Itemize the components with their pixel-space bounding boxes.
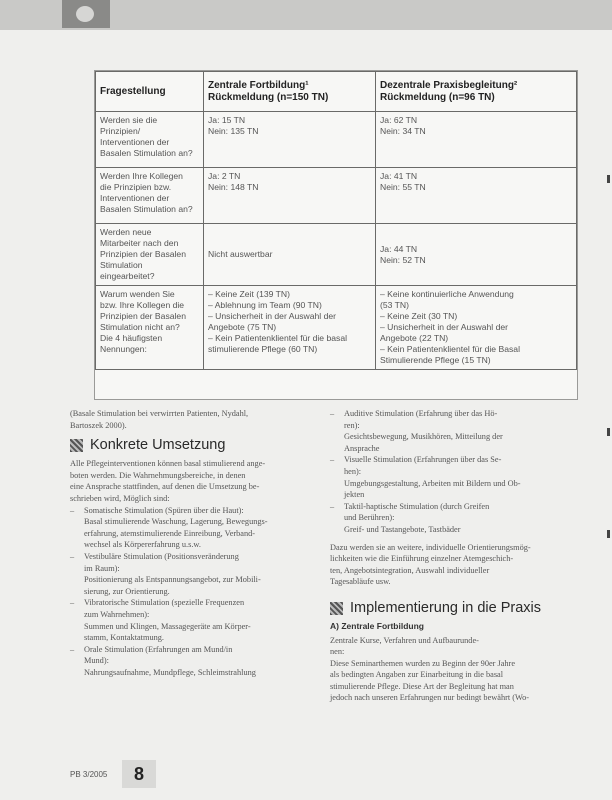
table-row bbox=[96, 168, 577, 224]
logo-icon bbox=[62, 0, 110, 28]
list-item-detail bbox=[70, 621, 310, 644]
text-line: Nahrungsaufnahme, Mundpflege, Schleimstrahlung bbox=[84, 667, 256, 677]
list-item-detail bbox=[330, 524, 570, 536]
text-line: Prinzipien der Basalen bbox=[100, 249, 186, 259]
question-cell bbox=[96, 224, 204, 286]
table-row bbox=[96, 112, 577, 168]
list-item bbox=[70, 644, 310, 667]
text-line: Alle Pflegeinterventionen können basal stimulierend ange- bbox=[70, 459, 266, 469]
header-question: Fragestellung bbox=[96, 72, 204, 112]
text-line: Stimulierende Pflege (15 TN) bbox=[380, 355, 491, 365]
section-heading: Konkrete Umsetzung bbox=[70, 439, 310, 452]
section-heading: Implementierung in die Praxis bbox=[330, 602, 570, 615]
list-item bbox=[70, 597, 310, 620]
text-line: bzw. Ihre Kollegen die bbox=[100, 300, 185, 310]
text-line: Gesichtsbewegung, Musikhören, Mitteilung der bbox=[344, 432, 503, 442]
text-line: Prinzipien/ bbox=[100, 126, 141, 136]
text-line: Nein: 55 TN bbox=[380, 182, 426, 192]
central-cell bbox=[204, 224, 376, 286]
text-line: stamm, Kontaktatmung. bbox=[84, 633, 164, 643]
paragraph bbox=[330, 542, 570, 588]
text-line: – Vestibuläre Stimulation (Positionsveränderung bbox=[84, 551, 239, 561]
text-line: – Keine Zeit (30 TN) bbox=[380, 311, 458, 321]
text-line: wechsel als Körpererfahrung u.s.w. bbox=[84, 540, 201, 550]
text-line: Nein: 34 TN bbox=[380, 126, 426, 136]
list-item-detail bbox=[70, 574, 310, 597]
central-cell bbox=[204, 286, 376, 370]
text-line: Nennungen: bbox=[100, 344, 147, 354]
text-line: Stimulation bbox=[100, 260, 143, 270]
text-line: Tagesabläufe usw. bbox=[330, 577, 391, 587]
page-edge-mark bbox=[607, 428, 610, 436]
text-line: Interventionen der bbox=[100, 137, 170, 147]
list-item-detail bbox=[70, 667, 310, 679]
text-line: Mitarbeiter nach den bbox=[100, 238, 179, 248]
text-line: Ja: 2 TN bbox=[208, 171, 241, 181]
list-item bbox=[330, 408, 570, 431]
decentral-cell bbox=[376, 286, 577, 370]
text-line: Dazu werden sie an weitere, individuelle Orientierungsmög- bbox=[330, 542, 531, 552]
text-line: – Kein Patientenklientel für die Basal bbox=[380, 344, 520, 354]
text-line: Ja: 15 TN bbox=[208, 115, 246, 125]
decentral-cell bbox=[376, 168, 577, 224]
text-line: – Unsicherheit in der Auswahl der bbox=[380, 322, 509, 332]
text-line: Basal stimulierende Waschung, Lagerung, Bewegungs- bbox=[84, 517, 268, 527]
text-line: jekten bbox=[344, 490, 365, 500]
text-line: Interventionen der bbox=[100, 193, 170, 203]
decentral-cell bbox=[376, 224, 577, 286]
text-line: Prinzipien der Basalen bbox=[100, 311, 186, 321]
text-line: Ja: 62 TN bbox=[380, 115, 418, 125]
text-line: stimulierende Pflege (60 TN) bbox=[208, 344, 318, 354]
text-line: Warum wenden Sie bbox=[100, 289, 175, 299]
text-line: und Berühren): bbox=[344, 513, 395, 523]
section-square-icon bbox=[330, 602, 343, 615]
question-cell bbox=[96, 112, 204, 168]
text-line: Diese Seminarthemen wurden zu Beginn der 90er Jahre bbox=[330, 658, 516, 668]
text-line: Angebote (75 TN) bbox=[208, 322, 277, 332]
text-line: ten, Angebotsintegration, Auswahl individueller bbox=[330, 565, 490, 575]
text-line: – Orale Stimulation (Erfahrungen am Mund/in bbox=[84, 644, 233, 654]
text-line: Werden Ihre Kollegen bbox=[100, 171, 183, 181]
list-item-detail bbox=[330, 431, 570, 454]
text-line: Summen und Klingen, Massagegeräte am Körper- bbox=[84, 621, 251, 631]
text-line: zum Wahrnehmen): bbox=[84, 609, 150, 619]
question-cell bbox=[96, 286, 204, 370]
text-line: – Auditive Stimulation (Erfahrung über das Hö- bbox=[344, 409, 498, 418]
list-item bbox=[330, 501, 570, 524]
text-line: eingearbeitet? bbox=[100, 271, 155, 281]
text-line: Ja: 41 TN bbox=[380, 171, 418, 181]
decentral-cell bbox=[376, 112, 577, 168]
header-central: Zentrale Fortbildung¹ Rückmeldung (n=150 TN) bbox=[204, 72, 376, 112]
text-line: Werden neue bbox=[100, 227, 152, 237]
text-line: – Ablehnung im Team (90 TN) bbox=[208, 300, 322, 310]
text-line: die Prinzipien bzw. bbox=[100, 182, 172, 192]
text-line: Angebote (22 TN) bbox=[380, 333, 449, 343]
text-line: Nein: 148 TN bbox=[208, 182, 259, 192]
text-line: hen): bbox=[344, 466, 362, 476]
left-column bbox=[70, 408, 310, 678]
results-table bbox=[95, 71, 577, 370]
text-line: – Keine kontinuierliche Anwendung bbox=[380, 289, 514, 299]
text-line: (53 TN) bbox=[380, 300, 409, 310]
text-line: Die 4 häufigsten bbox=[100, 333, 163, 343]
text-line: ren): bbox=[344, 420, 360, 430]
list-item bbox=[70, 551, 310, 574]
section-square-icon bbox=[70, 439, 83, 452]
survey-table bbox=[94, 70, 578, 400]
text-line: nen: bbox=[330, 647, 345, 657]
text-line: – Somatische Stimulation (Spüren über die Haut): bbox=[84, 505, 244, 515]
text-line: – Unsicherheit in der Auswahl der bbox=[208, 311, 337, 321]
list-item-detail bbox=[330, 478, 570, 501]
text-line: Mund): bbox=[84, 656, 109, 666]
text-line: Zentrale Kurse, Verfahren und Aufbaurunde- bbox=[330, 635, 479, 645]
list-item bbox=[70, 505, 310, 551]
header-decentral: Dezentrale Praxisbegleitung² Rückmeldung (n=96 TN) bbox=[376, 72, 577, 112]
text-line: Positionierung als Entspannungsangebot, zur Mobili- bbox=[84, 575, 261, 585]
text-line: sierung, zur Orientierung. bbox=[84, 586, 170, 596]
text-line: lichkeiten wie die Einführung einzelner Atemgeschich- bbox=[330, 554, 514, 564]
text-line: Nein: 135 TN bbox=[208, 126, 259, 136]
text-line: Basalen Stimulation an? bbox=[100, 204, 193, 214]
table-body bbox=[96, 112, 577, 370]
central-cell bbox=[204, 168, 376, 224]
right-column bbox=[330, 408, 570, 704]
text-line: erfahrung, atemstimulierende Einreibung, Verband- bbox=[84, 528, 256, 538]
header-bar bbox=[0, 0, 612, 30]
text-line: Basalen Stimulation an? bbox=[100, 148, 193, 158]
text-line: – Vibratorische Stimulation (spezielle Frequenzen bbox=[84, 598, 245, 608]
stimulation-list bbox=[330, 408, 570, 536]
text-line: – Visuelle Stimulation (Erfahrungen über das Se- bbox=[344, 455, 502, 465]
table-row bbox=[96, 224, 577, 286]
central-cell bbox=[204, 112, 376, 168]
page-number: 8 bbox=[122, 760, 156, 788]
text-line: Nicht auswertbar bbox=[208, 249, 273, 259]
stimulation-list bbox=[70, 505, 310, 679]
text-line: stimulierende Pflege. Diese Art der Begleitung hat man bbox=[330, 681, 514, 691]
question-cell bbox=[96, 168, 204, 224]
text-line: im Raum): bbox=[84, 563, 120, 573]
page-edge-mark bbox=[607, 530, 610, 538]
paragraph bbox=[330, 635, 570, 705]
text-line: Ansprache bbox=[344, 443, 380, 453]
text-line: Werden sie die bbox=[100, 115, 158, 125]
text-line: – Kein Patientenklientel für die basal bbox=[208, 333, 348, 343]
list-item bbox=[330, 454, 570, 477]
text-line: Stimulation nicht an? bbox=[100, 322, 180, 332]
issue-code: PB 3/2005 bbox=[70, 770, 108, 779]
text-line: schrieben wird, Möglich sind: bbox=[70, 493, 170, 503]
paragraph bbox=[70, 458, 310, 504]
text-line: Ja: 44 TN bbox=[380, 243, 418, 254]
text-line: als bedingten Angaben zur Einarbeitung in die basal bbox=[330, 670, 504, 680]
page-edge-mark bbox=[607, 175, 610, 183]
text-line: boten werden. Die Wahrnehmungsbereiche, in denen bbox=[70, 470, 246, 480]
text-line: Nein: 52 TN bbox=[380, 254, 426, 265]
text-line: jedoch nach unseren Erfahrungen nur bedingt bewährt (Wo- bbox=[330, 693, 530, 703]
text-line: – Keine Zeit (139 TN) bbox=[208, 289, 290, 299]
text-line: Umgebungsgestaltung, Arbeiten mit Bildern und Ob- bbox=[344, 478, 521, 488]
subheading: A) Zentrale Fortbildung bbox=[330, 620, 424, 631]
text-line: Greif- und Tastangebote, Tastbäder bbox=[344, 524, 461, 534]
intro-text: (Basale Stimulation bei verwirrten Patienten, Nydahl, Bartoszek 2000). bbox=[70, 409, 249, 430]
text-line: eine Ansprache stattfinden, auf denen die Umsetzung be- bbox=[70, 482, 260, 492]
table-row bbox=[96, 286, 577, 370]
text-line: – Taktil-haptische Stimulation (durch Greifen bbox=[344, 501, 490, 511]
